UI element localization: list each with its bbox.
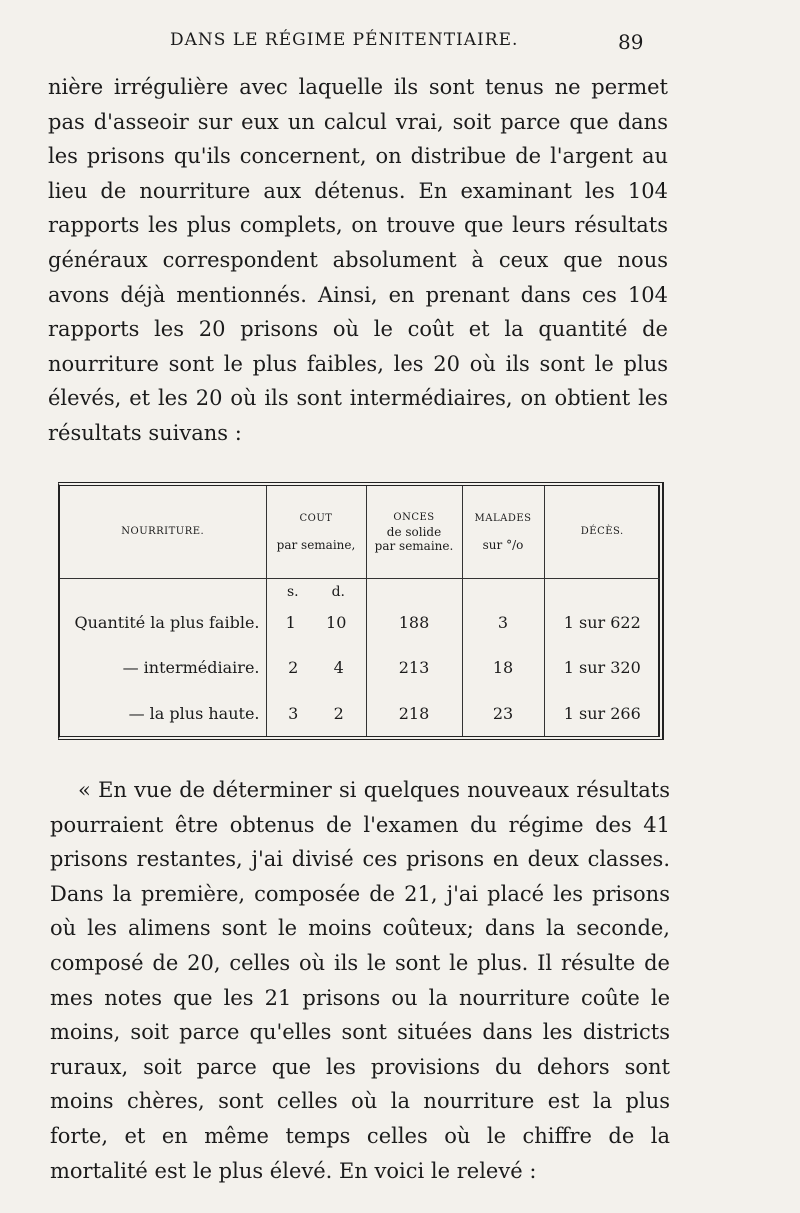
cell-onces: 188 [366, 600, 462, 645]
cell-deces: 1 sur 622 [544, 600, 660, 645]
cell-d: 10 [326, 613, 347, 633]
table-row [60, 600, 660, 645]
header-onces: ONCES de solide par semaine. [366, 486, 462, 578]
paragraph-2: « En vue de déterminer si quelques nouveaux résultats pourraient être obtenus de l'examen du régime des 41 prisons restantes, j'ai divisé ces prisons en deux classes. Dans la première, composée de 21, j'ai placé les prisons où les alimens sont le moins coûteux; dans la seconde, composé de 20, celles où ils le sont le plus. Il résulte de mes notes que les 21 prisons ou la nourriture coûte le moins, soit parce qu'elles sont situées dans les districts ruraux, soit parce que les provisions du dehors sont moins chères, sont celles où la nourriture est la plus forte, et en même temps celles où le chiffre de la mortalité est le plus élevé. En voici le relevé : [50, 778, 670, 1183]
page-number: 89 [618, 30, 644, 54]
cell-d: 2 [333, 703, 344, 723]
cell-onces: 218 [366, 691, 462, 736]
table-row [60, 691, 660, 736]
unit-row [60, 578, 660, 600]
cell-malades: 3 [462, 600, 544, 645]
cell-onces: 213 [366, 645, 462, 690]
row-label: — la plus haute. [128, 703, 260, 723]
header-nourriture: NOURRITURE. [60, 486, 266, 578]
nutrition-table [58, 482, 664, 740]
header-cout: COUT par semaine, [266, 486, 366, 578]
header-deces: DÉCÈS. [544, 486, 660, 578]
cell-malades: 18 [462, 645, 544, 690]
unit-d: d. [331, 584, 346, 600]
table-row [60, 645, 660, 690]
row-label: — intermédiaire. [122, 658, 260, 678]
cell-deces: 1 sur 320 [544, 645, 660, 690]
paragraph-1: nière irrégulière avec laquelle ils sont tenus ne permet pas d'asseoir sur eux un calcul vrai, soit parce que dans les prisons qu'ils concernent, on distribue de l'argent au lieu de nourriture aux détenus. En examinant les 104 rapports les plus complets, on trouve que leurs résultats généraux correspondent absolument à ceux que nous avons déjà mentionnés. Ainsi, en prenant dans ces 104 rapports les 20 prisons où le coût et la quantité de nourriture sont le plus faibles, les 20 où ils sont le plus élevés, et les 20 où ils sont intermédiaires, on obtient les résultats suivans : [48, 75, 668, 445]
cell-malades: 23 [462, 691, 544, 736]
header-malades: MALADES sur °/o [462, 486, 544, 578]
cell-s: 3 [288, 703, 299, 723]
cell-s: 2 [288, 658, 299, 678]
row-label: Quantité la plus faible. [74, 613, 260, 633]
cell-deces: 1 sur 266 [544, 691, 660, 736]
cell-d: 4 [333, 658, 344, 678]
running-title: DANS LE RÉGIME PÉNITENTIAIRE. [170, 30, 519, 50]
cell-s: 1 [285, 613, 296, 633]
unit-s: s. [286, 584, 299, 600]
